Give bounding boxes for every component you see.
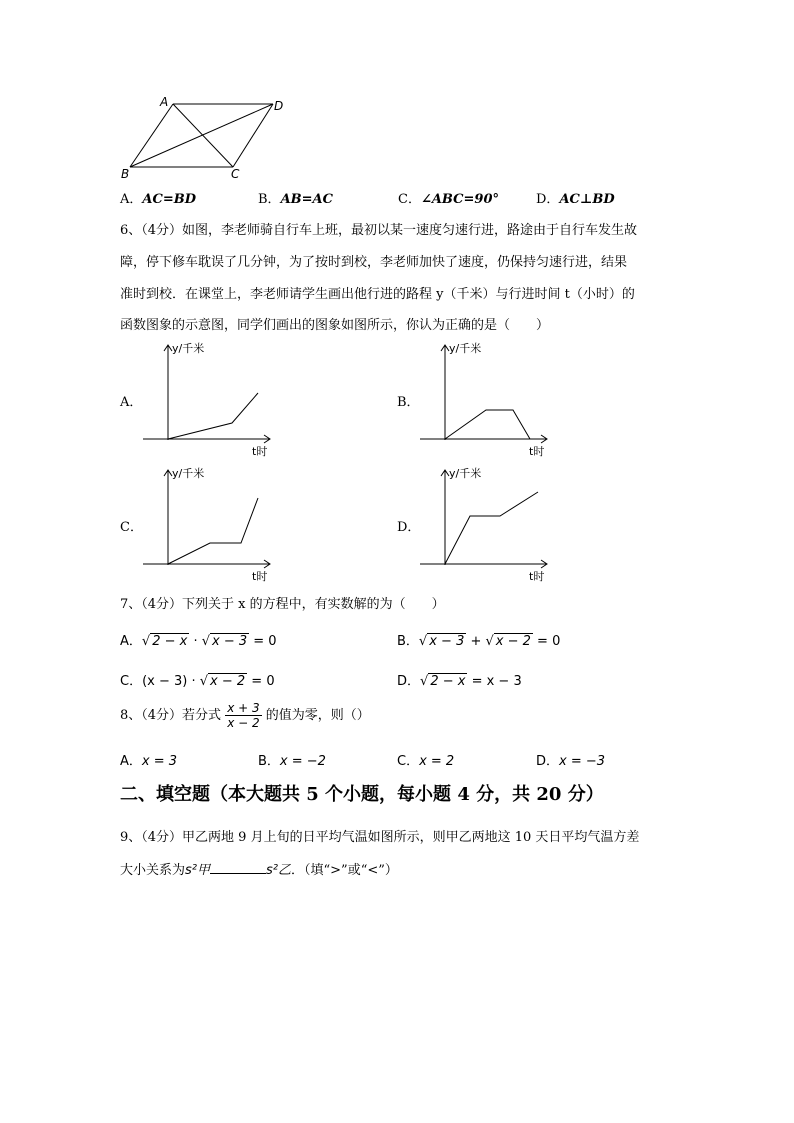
vertex-label-a: A	[160, 95, 169, 109]
q6-line-3: 准时到校．在课堂上，李老师请学生画出他行进的路程 y（千米）与行进时间 t（小时）的	[120, 287, 635, 302]
q5-option-d[interactable]: D．AC⊥BD	[536, 192, 615, 207]
graph-d	[420, 465, 555, 585]
graph-a-y-label: y/千米	[172, 342, 205, 355]
q6-line-1: 6、（4分）如图，李老师骑自行车上班，最初以某一速度匀速行进，路途由于自行车发生故	[120, 223, 638, 238]
q6-graph-label-b[interactable]: B．	[397, 395, 420, 410]
q6-graph-label-d[interactable]: D．	[397, 520, 421, 535]
vertex-label-d: D	[274, 99, 284, 113]
q7-option-b[interactable]: B．√ x − 3 + √ x − 2 = 0	[397, 634, 561, 649]
q5-option-b[interactable]: B．AB=AC	[258, 192, 333, 207]
q9-line-1: 9、（4分）甲乙两地 9 月上旬的日平均气温如图所示，则甲乙两地这 10 天日平均气温方差	[120, 830, 640, 845]
graph-d-y-label: y/千米	[449, 467, 482, 480]
q6-line-4: 函数图象的示意图，同学们画出的图象如图所示，你认为正确的是（ ）	[120, 318, 550, 333]
q8-option-c[interactable]: C．x = 2	[397, 754, 455, 769]
section-2-title: 二、填空题（本大题共 5 个小题，每小题 4 分，共 20 分）	[120, 784, 604, 805]
q9-answer-blank[interactable]	[210, 861, 266, 874]
q8-option-b[interactable]: B．x = −2	[258, 754, 326, 769]
q7-option-d[interactable]: D．√ 2 − x = x − 3	[397, 674, 522, 689]
graph-a-x-label: t时	[252, 445, 268, 458]
graph-a	[143, 340, 278, 460]
q8-option-d[interactable]: D．x = −3	[536, 754, 606, 769]
q6-graph-label-c[interactable]: C．	[120, 520, 143, 535]
graph-d-x-label: t时	[529, 570, 545, 583]
graph-b-y-label: y/千米	[449, 342, 482, 355]
graph-b	[420, 340, 555, 460]
q7-option-a[interactable]: A．√ 2 − x · √ x − 3 = 0	[120, 634, 277, 649]
q6-line-2: 障，停下修车耽误了几分钟，为了按时到校，李老师加快了速度，仍保持匀速行进，结果	[120, 255, 628, 270]
graph-c-y-label: y/千米	[172, 467, 205, 480]
q8-stem: 8、（4分）若分式 $\frac{x + 3}{x - 2}$ 的值为零，则（）	[120, 701, 370, 730]
vertex-label-b: B	[121, 167, 130, 180]
vertex-label-c: C	[231, 167, 240, 180]
q8-fraction: $\frac{x + 3}{x - 2}$	[227, 701, 260, 730]
q5-option-a[interactable]: A．AC=BD	[120, 192, 196, 207]
q6-graph-label-a[interactable]: A．	[120, 395, 143, 410]
graph-c-x-label: t时	[252, 570, 268, 583]
q9-line-2: 大小关系为s²甲 s²乙．（填“>”或“<”）	[120, 863, 398, 878]
graph-b-x-label: t时	[529, 445, 545, 458]
q5-option-c[interactable]: C．∠ABC=90°	[398, 192, 499, 207]
graph-c	[143, 465, 278, 585]
parallelogram-figure	[118, 94, 293, 180]
q7-stem: 7、（4分）下列关于 x 的方程中，有实数解的为（ ）	[120, 597, 445, 612]
q7-option-c[interactable]: C．(x − 3) · √ x − 2 = 0	[120, 674, 275, 689]
q8-option-a[interactable]: A．x = 3	[120, 754, 178, 769]
